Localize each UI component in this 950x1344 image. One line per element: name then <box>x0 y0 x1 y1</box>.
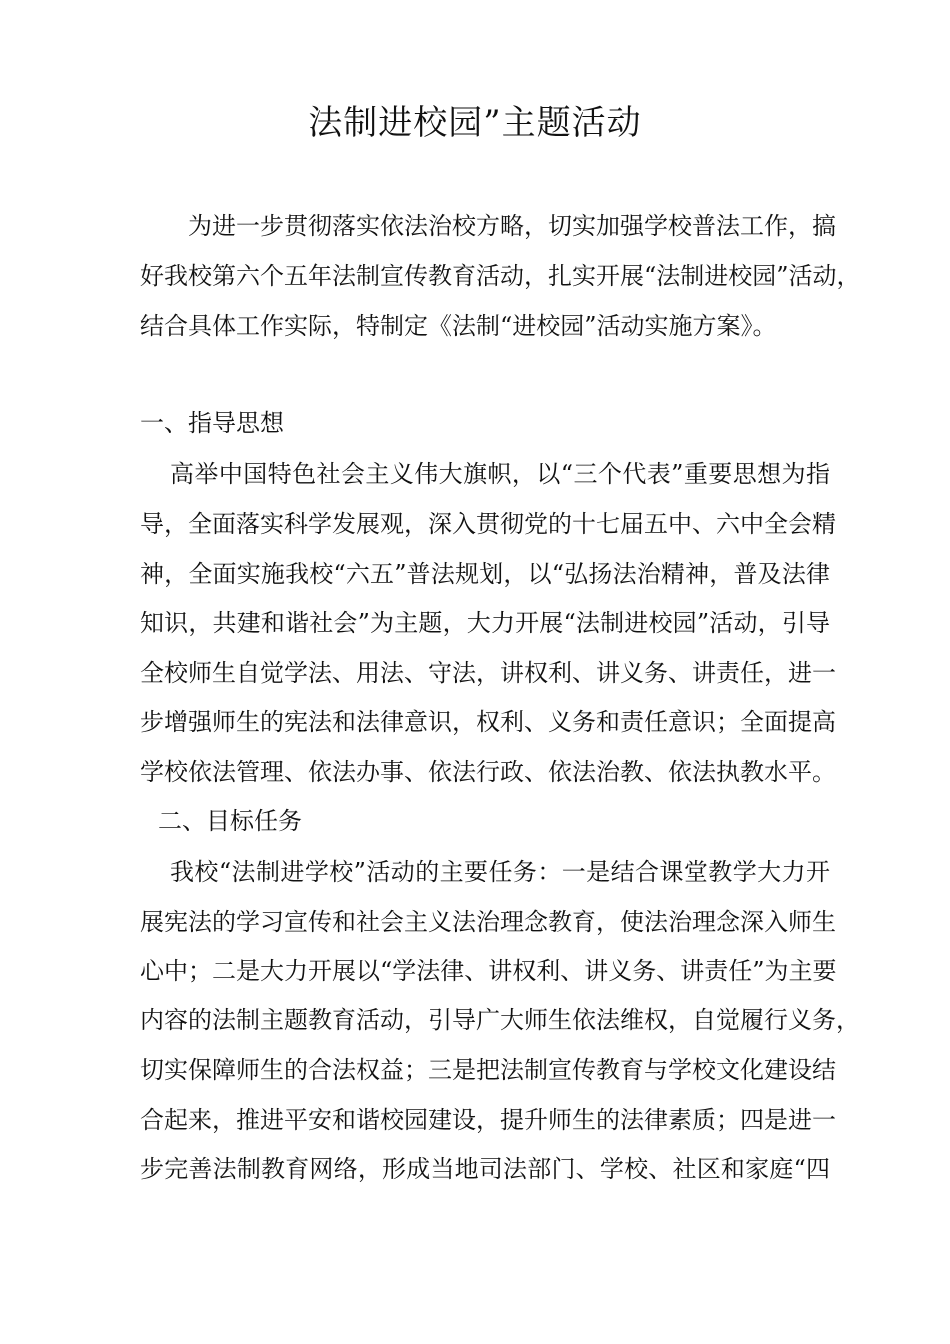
paragraph-line: 展宪法的学习宣传和社会主义法治理念教育，使法治理念深入师生 <box>140 908 836 936</box>
paragraph-line: 高举中国特色社会主义伟大旗帜，以“三个代表”重要思想为指 <box>170 460 830 488</box>
paragraph-line: 步完善法制教育网络，形成当地司法部门、学校、社区和家庭“四 <box>140 1155 830 1183</box>
paragraph-line: 内容的法制主题教育活动，引导广大师生依法维权，自觉履行义务， <box>140 1006 860 1034</box>
paragraph-line: 神，全面实施我校“六五”普法规划，以“弘扬法治精神，普及法律 <box>140 560 830 588</box>
paragraph-line: 学校依法管理、依法办事、依法行政、依法治教、依法执教水平。 <box>140 758 836 786</box>
paragraph-line: 切实保障师生的合法权益；三是把法制宣传教育与学校文化建设结 <box>140 1056 836 1084</box>
paragraph-line: 合起来，推进平安和谐校园建设，提升师生的法律素质；四是进一 <box>140 1106 836 1134</box>
intro-line: 好我校第六个五年法制宣传教育活动，扎实开展“法制进校园”活动， <box>140 262 861 290</box>
paragraph-line: 心中；二是大力开展以“学法律、讲权利、讲义务、讲责任”为主要 <box>140 957 837 985</box>
paragraph-line: 知识，共建和谐社会”为主题，大力开展“法制进校园”活动，引导 <box>140 609 830 637</box>
paragraph-line: 全校师生自觉学法、用法、守法，讲权利、讲义务、讲责任，进一 <box>140 659 836 687</box>
intro-line: 结合具体工作实际，特制定《法制“进校园”活动实施方案》。 <box>140 312 777 340</box>
paragraph-line: 我校“法制进学校”活动的主要任务：一是结合课堂教学大力开 <box>170 858 830 886</box>
paragraph-line: 步增强师生的宪法和法律意识，权利、义务和责任意识；全面提高 <box>140 708 836 736</box>
document-title: 法制进校园”主题活动 <box>308 103 642 143</box>
paragraph-line: 导，全面落实科学发展观，深入贯彻党的十七届五中、六中全会精 <box>140 510 836 538</box>
intro-line: 为进一步贯彻落实依法治校方略，切实加强学校普法工作，搞 <box>188 212 836 240</box>
section-heading: 二、目标任务 <box>158 807 302 835</box>
section-heading: 一、指导思想 <box>140 409 284 437</box>
